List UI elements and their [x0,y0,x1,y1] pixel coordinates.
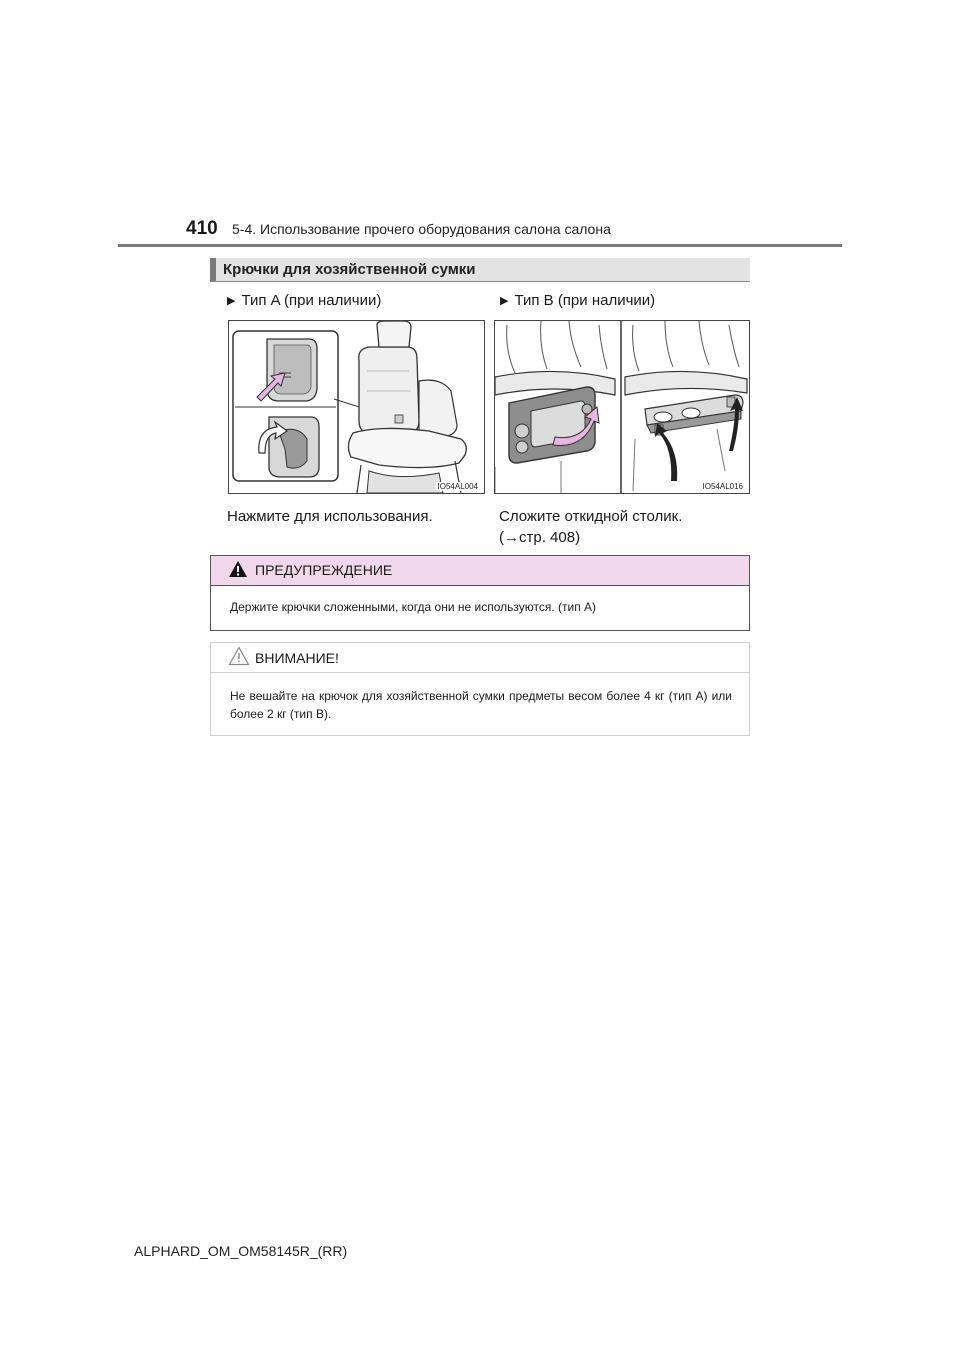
figure-id-a: IO54AL004 [437,482,478,491]
notice-text: Не вешайте на крючок для хозяйственной сумки предметы весом более 4 кг (тип A) или более 2 кг (тип B). [230,689,732,721]
warning-text: Держите крючки сложенными, когда они не используются. (тип A) [230,600,597,614]
figure-type-a [228,320,485,494]
section-title: Крючки для хозяйственной сумки [223,261,476,278]
seat-hook-illustration [229,321,484,493]
caution-outline-icon [228,646,250,666]
triangle-bullet-icon: ▶ [500,295,509,307]
caption-type-b: Сложите откидной столик. (→стр. 408) [499,508,683,546]
type-b-label: ▶ Тип B (при наличии) [500,292,656,309]
warning-icon [228,560,248,578]
section-heading-bar [210,258,750,282]
folding-table-hook-illustration [495,321,749,493]
type-a-label: ▶ Тип A (при наличии) [227,292,382,309]
warning-title: ПРЕДУПРЕЖДЕНИЕ [255,562,393,578]
figure-type-b [494,320,750,494]
warning-header [211,556,749,586]
chapter-title: 5-4. Использование прочего оборудования салона салона [232,221,611,237]
notice-header [211,643,749,673]
notice-title: ВНИМАНИЕ! [255,650,339,666]
caption-type-a: Нажмите для использования. [227,508,433,525]
section-marker [210,258,216,281]
header-rule [118,244,842,247]
page-number: 410 [186,218,218,239]
figure-id-b: IO54AL016 [702,482,743,491]
document-code: ALPHARD_OM_OM58145R_(RR) [134,1243,348,1259]
triangle-bullet-icon: ▶ [227,295,236,307]
page-reference-link[interactable]: (→стр. 408) [499,529,581,546]
notice-box [210,642,750,736]
warning-box [210,555,750,631]
